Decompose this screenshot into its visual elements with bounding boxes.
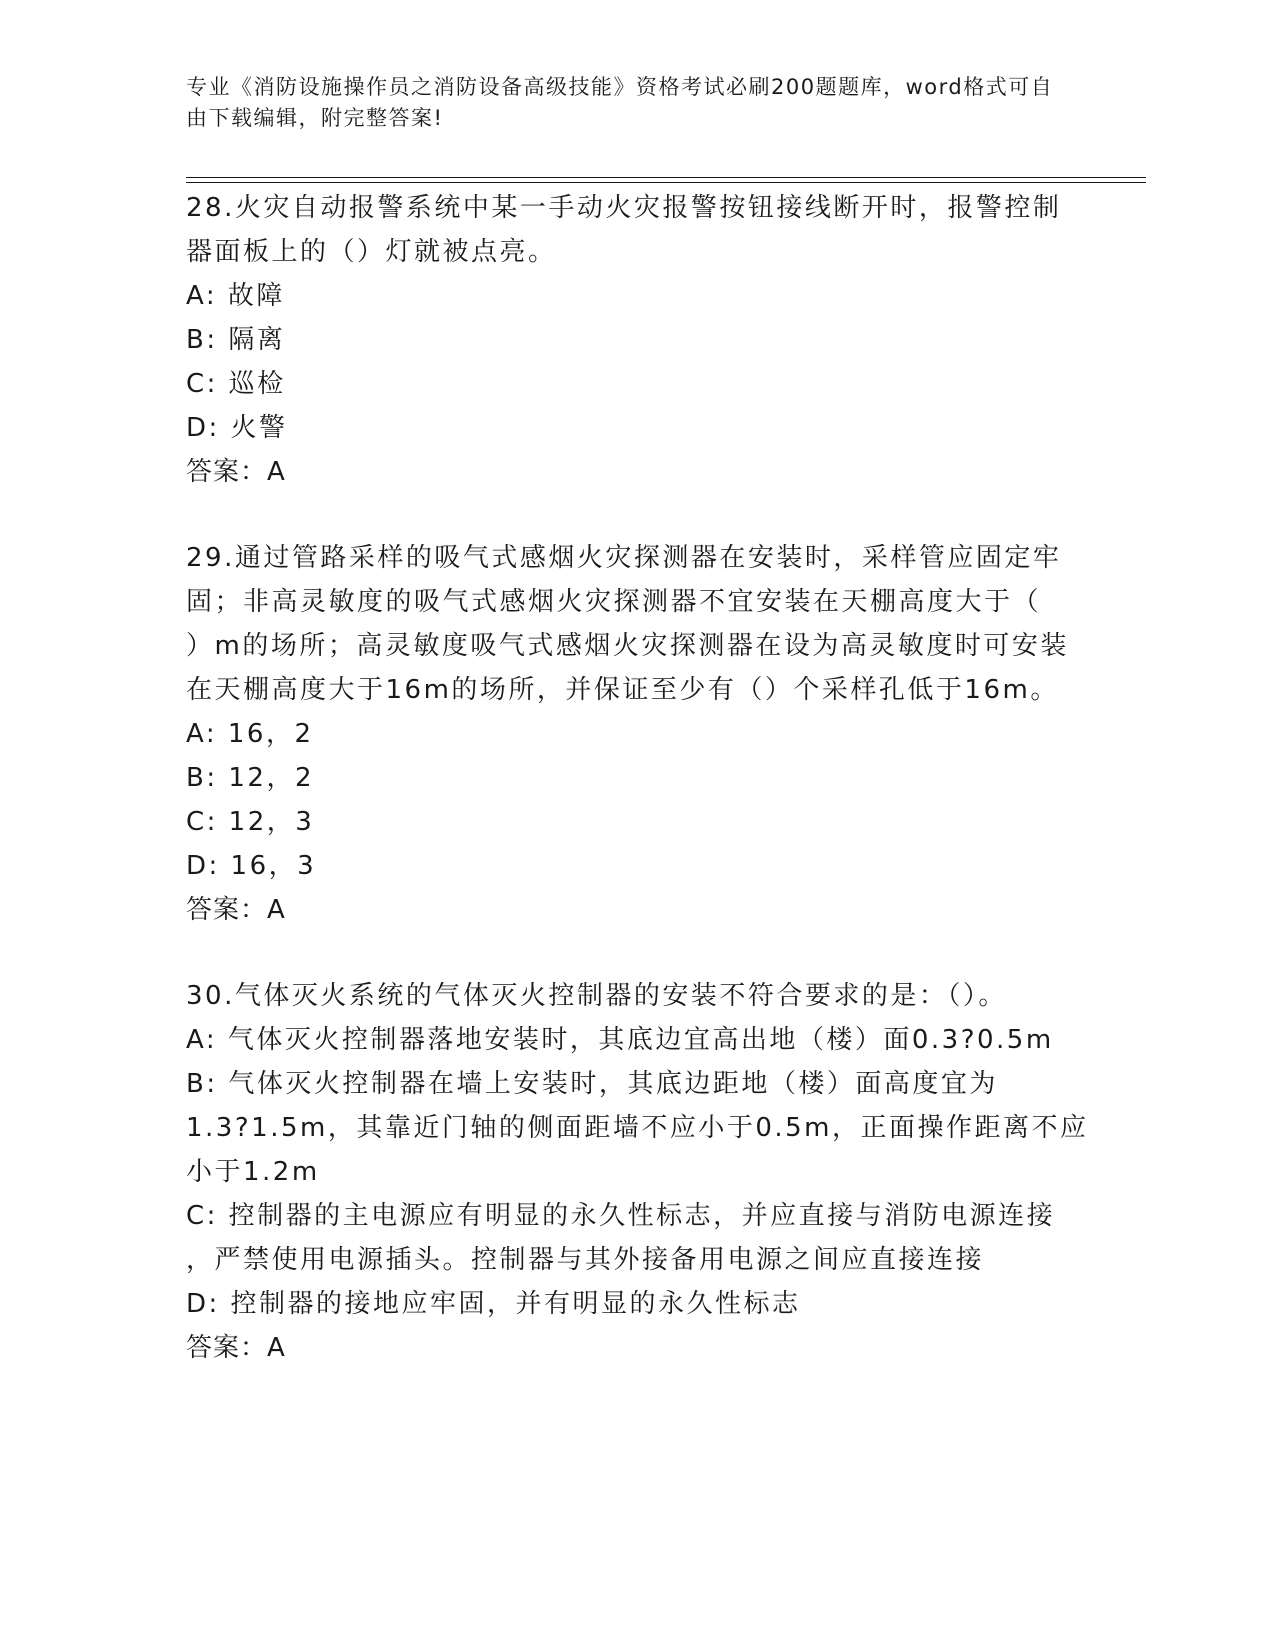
question-29-option-c: C: 12，3	[186, 807, 315, 837]
answer-label: 答案：	[186, 895, 268, 925]
question-29-stem-line-2: 固；非高灵敏度的吸气式感烟火灾探测器不宜安装在天棚高度大于（	[186, 587, 1042, 617]
answer-value: A	[267, 457, 285, 487]
question-30-option-b-line-3: 小于1.2m	[186, 1157, 320, 1187]
header-divider-bottom	[186, 182, 1146, 183]
question-29-stem-line-4: 在天棚高度大于16m的场所，并保证至少有（）个采样孔低于16m。	[186, 675, 1059, 705]
question-30-stem-line-1: 30.气体灭火系统的气体灭火控制器的安装不符合要求的是：（）。	[186, 981, 1007, 1011]
question-28-answer	[186, 454, 285, 490]
answer-value: A	[267, 1333, 285, 1363]
question-30-option-d: D: 控制器的接地应牢固，并有明显的永久性标志	[186, 1289, 801, 1319]
question-30-option-b-line-2: 1.3?1.5m，其靠近门轴的侧面距墙不应小于0.5m，正面操作距离不应	[186, 1113, 1089, 1143]
question-28-stem-line-2: 器面板上的（）灯就被点亮。	[186, 237, 557, 267]
question-28-option-b: B: 隔离	[186, 325, 286, 355]
question-30-option-c-line-1: C: 控制器的主电源应有明显的永久性标志，并应直接与消防电源连接	[186, 1201, 1056, 1231]
question-28-option-c: C: 巡检	[186, 369, 286, 399]
answer-label: 答案：	[186, 1333, 268, 1363]
question-30-option-a: A: 气体灭火控制器落地安装时，其底边宜高出地（楼）面0.3?0.5m	[186, 1025, 1054, 1055]
question-29-stem-line-1: 29.通过管路采样的吸气式感烟火灾探测器在安装时，采样管应固定牢	[186, 543, 1062, 573]
question-30-option-b-line-1: B: 气体灭火控制器在墙上安装时，其底边距地（楼）面高度宜为	[186, 1069, 998, 1099]
question-28-option-a: A: 故障	[186, 281, 285, 311]
question-30-answer	[186, 1330, 285, 1366]
question-29-option-d: D: 16，3	[186, 851, 317, 881]
answer-label: 答案：	[186, 457, 268, 487]
question-29-option-a: A: 16，2	[186, 719, 314, 749]
question-30-option-c-line-2: ，严禁使用电源插头。控制器与其外接备用电源之间应直接连接	[186, 1245, 985, 1275]
document-header: 专业《消防设施操作员之消防设备高级技能》资格考试必刷200题题库，word格式可自由下载编辑，附完整答案!	[186, 75, 1054, 130]
answer-value: A	[267, 895, 285, 925]
question-29-option-b: B: 12，2	[186, 763, 314, 793]
header-divider-top	[186, 177, 1146, 178]
question-28-stem-line-1: 28.火灾自动报警系统中某一手动火灾报警按钮接线断开时，报警控制	[186, 193, 1062, 223]
question-29-stem-line-3: ）m的场所；高灵敏度吸气式感烟火灾探测器在设为高灵敏度时可安装	[186, 631, 1069, 661]
question-28-option-d: D: 火警	[186, 413, 288, 443]
question-29-answer	[186, 892, 285, 928]
